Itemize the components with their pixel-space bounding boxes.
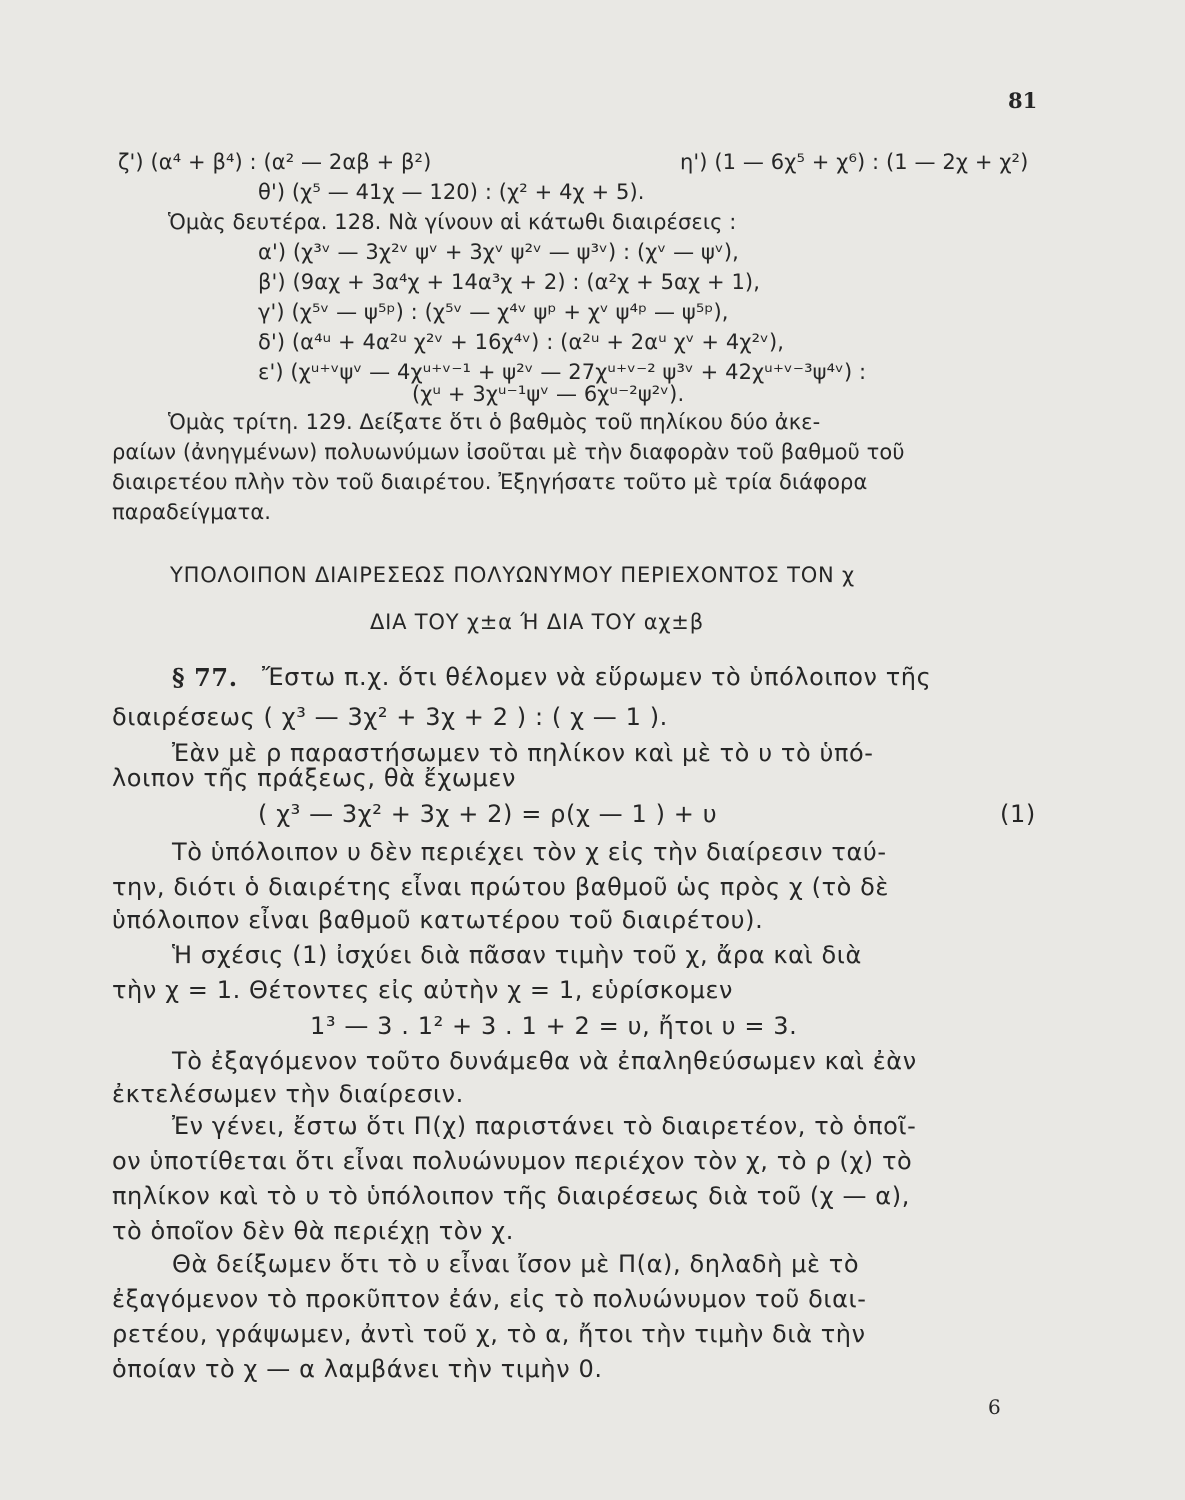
group-three-line: Ὁμὰς τρίτη. 129. Δείξατε ὅτι ὁ βαθμὸς τοῦ πηλίκου δύο ἀκε-: [168, 410, 821, 434]
paragraph-line: ὑπόλοιπον εἶναι βαθμοῦ κατωτέρου τοῦ διαιρέτου).: [112, 906, 764, 934]
group-two-heading: Ὁμὰς δευτέρα. 128. Νὰ γίνουν αἱ κάτωθι διαιρέσεις :: [168, 210, 737, 234]
exercise-eta: η') (1 — 6χ⁵ + χ⁶) : (1 — 2χ + χ²): [680, 150, 1029, 174]
exercise-delta: δ') (α⁴ᵘ + 4α²ᵘ χ²ᵛ + 16χ⁴ᵛ) : (α²ᵘ + 2αᵘ χᵛ + 4χ²ᵛ),: [258, 330, 785, 354]
paragraph-line: τὴν χ = 1. Θέτοντες εἰς αὐτὴν χ = 1, εὑρίσκομεν: [112, 976, 734, 1004]
exercise-alpha: α') (χ³ᵛ — 3χ²ᵛ ψᵛ + 3χᵛ ψ²ᵛ — ψ³ᵛ) : (χᵛ — ψᵛ),: [258, 240, 739, 264]
paragraph-number: § 77.: [172, 663, 238, 692]
paragraph-line: Τὸ ὑπόλοιπον υ δὲν περιέχει τὸν χ εἰς τὴν διαίρεσιν ταύ-: [172, 838, 887, 866]
paragraph-line: Ἐν γένει, ἔστω ὅτι Π(χ) παριστάνει τὸ διαιρετέον, τὸ ὁποῖ-: [172, 1112, 917, 1140]
exercise-gamma: γ') (χ⁵ᵛ — ψ⁵ᵖ) : (χ⁵ᵛ — χ⁴ᵛ ψᵖ + χᵛ ψ⁴ᵖ — ψ⁵ᵖ),: [258, 300, 729, 324]
equation-two: 1³ — 3 . 1² + 3 . 1 + 2 = υ, ἤτοι υ = 3.: [310, 1012, 798, 1040]
exercise-epsilon-line2: (χᵘ + 3χᵘ⁻¹ψᵛ — 6χᵘ⁻²ψ²ᵛ).: [412, 382, 685, 406]
exercise-epsilon-line1: ε') (χᵘ⁺ᵛψᵛ — 4χᵘ⁺ᵛ⁻¹ + ψ²ᵛ — 27χᵘ⁺ᵛ⁻² ψ³ᵛ + 42χᵘ⁺ᵛ⁻³ψ⁴ᵛ) :: [258, 360, 867, 384]
paragraph-line: Θὰ δείξωμεν ὅτι τὸ υ εἶναι ἴσον μὲ Π(α), δηλαδὴ μὲ τὸ: [172, 1250, 860, 1278]
paragraph-line: ον ὑποτίθεται ὅτι εἶναι πολυώνυμον περιέχον τὸν χ, τὸ ρ (χ) τὸ: [112, 1147, 913, 1175]
paragraph-line: ὁποίαν τὸ χ — α λαμβάνει τὴν τιμὴν 0.: [112, 1355, 603, 1383]
group-three-line: παραδείγματα.: [112, 500, 272, 524]
exercise-zeta: ζ') (α⁴ + β⁴) : (α² — 2αβ + β²): [118, 150, 432, 174]
paragraph-line: την, διότι ὁ διαιρέτης εἶναι πρώτου βαθμοῦ ὡς πρὸς χ (τὸ δὲ: [112, 873, 890, 901]
paragraph-line: Τὸ ἐξαγόμενον τοῦτο δυνάμεθα νὰ ἐπαληθεύσωμεν καὶ ἐὰν: [172, 1047, 917, 1075]
equation-one: ( χ³ — 3χ² + 3χ + 2) = ρ(χ — 1 ) + υ: [258, 800, 718, 828]
equation-label: (1): [1000, 800, 1036, 828]
section-subtitle: ΔΙΑ ΤΟΥ χ±α Ή ΔΙΑ ΤΟΥ αχ±β: [370, 610, 704, 634]
paragraph-line: Ἔστω π.χ. ὅτι θέλομεν νὰ εὕρωμεν τὸ ὑπόλοιπον τῆς: [262, 663, 932, 691]
paragraph-line: Ἡ σχέσις (1) ἰσχύει διὰ πᾶσαν τιμὴν τοῦ χ, ἄρα καὶ διὰ: [172, 941, 862, 969]
paragraph-line: πηλίκον καὶ τὸ υ τὸ ὑπόλοιπον τῆς διαιρέσεως διὰ τοῦ (χ — α),: [112, 1182, 910, 1210]
section-title: ΥΠΟΛΟΙΠΟΝ ΔΙΑΙΡΕΣΕΩΣ ΠΟΛΥΩΝΥΜΟΥ ΠΕΡΙΕΧΟΝΤΟΣ ΤΟΝ χ: [170, 563, 855, 587]
paragraph-line: τὸ ὁποῖον δὲν θὰ περιέχῃ τὸν χ.: [112, 1217, 514, 1245]
paragraph-line: ἐξαγόμενον τὸ προκῦπτον ἐάν, εἰς τὸ πολυώνυμον τοῦ διαι-: [112, 1285, 867, 1313]
exercise-beta: β') (9αχ + 3α⁴χ + 14α³χ + 2) : (α²χ + 5αχ + 1),: [258, 270, 760, 294]
exercise-theta: θ') (χ⁵ — 41χ — 120) : (χ² + 4χ + 5).: [258, 180, 645, 204]
group-three-line: ραίων (ἀνηγμένων) πολυωνύμων ἰσοῦται μὲ τὴν διαφορὰν τοῦ βαθμοῦ τοῦ: [112, 440, 905, 464]
paragraph-line: διαιρέσεως ( χ³ — 3χ² + 3χ + 2 ) : ( χ — 1 ).: [112, 703, 668, 731]
group-three-line: διαιρετέου πλὴν τὸν τοῦ διαιρέτου. Ἐξηγήσατε τοῦτο μὲ τρία διάφορα: [112, 470, 868, 494]
signature-mark: 6: [988, 1395, 1001, 1419]
paragraph-line: λοιπον τῆς πράξεως, θὰ ἔχωμεν: [112, 764, 516, 792]
paragraph-line: ἐκτελέσωμεν τὴν διαίρεσιν.: [112, 1080, 464, 1108]
paragraph-line: ρετέου, γράψωμεν, ἀντὶ τοῦ χ, τὸ α, ἤτοι τὴν τιμὴν διὰ τὴν: [112, 1320, 866, 1348]
page-number: 81: [1008, 88, 1038, 113]
paragraph-line: Ἐὰν μὲ ρ παραστήσωμεν τὸ πηλίκον καὶ μὲ τὸ υ τὸ ὑπό-: [172, 739, 874, 767]
